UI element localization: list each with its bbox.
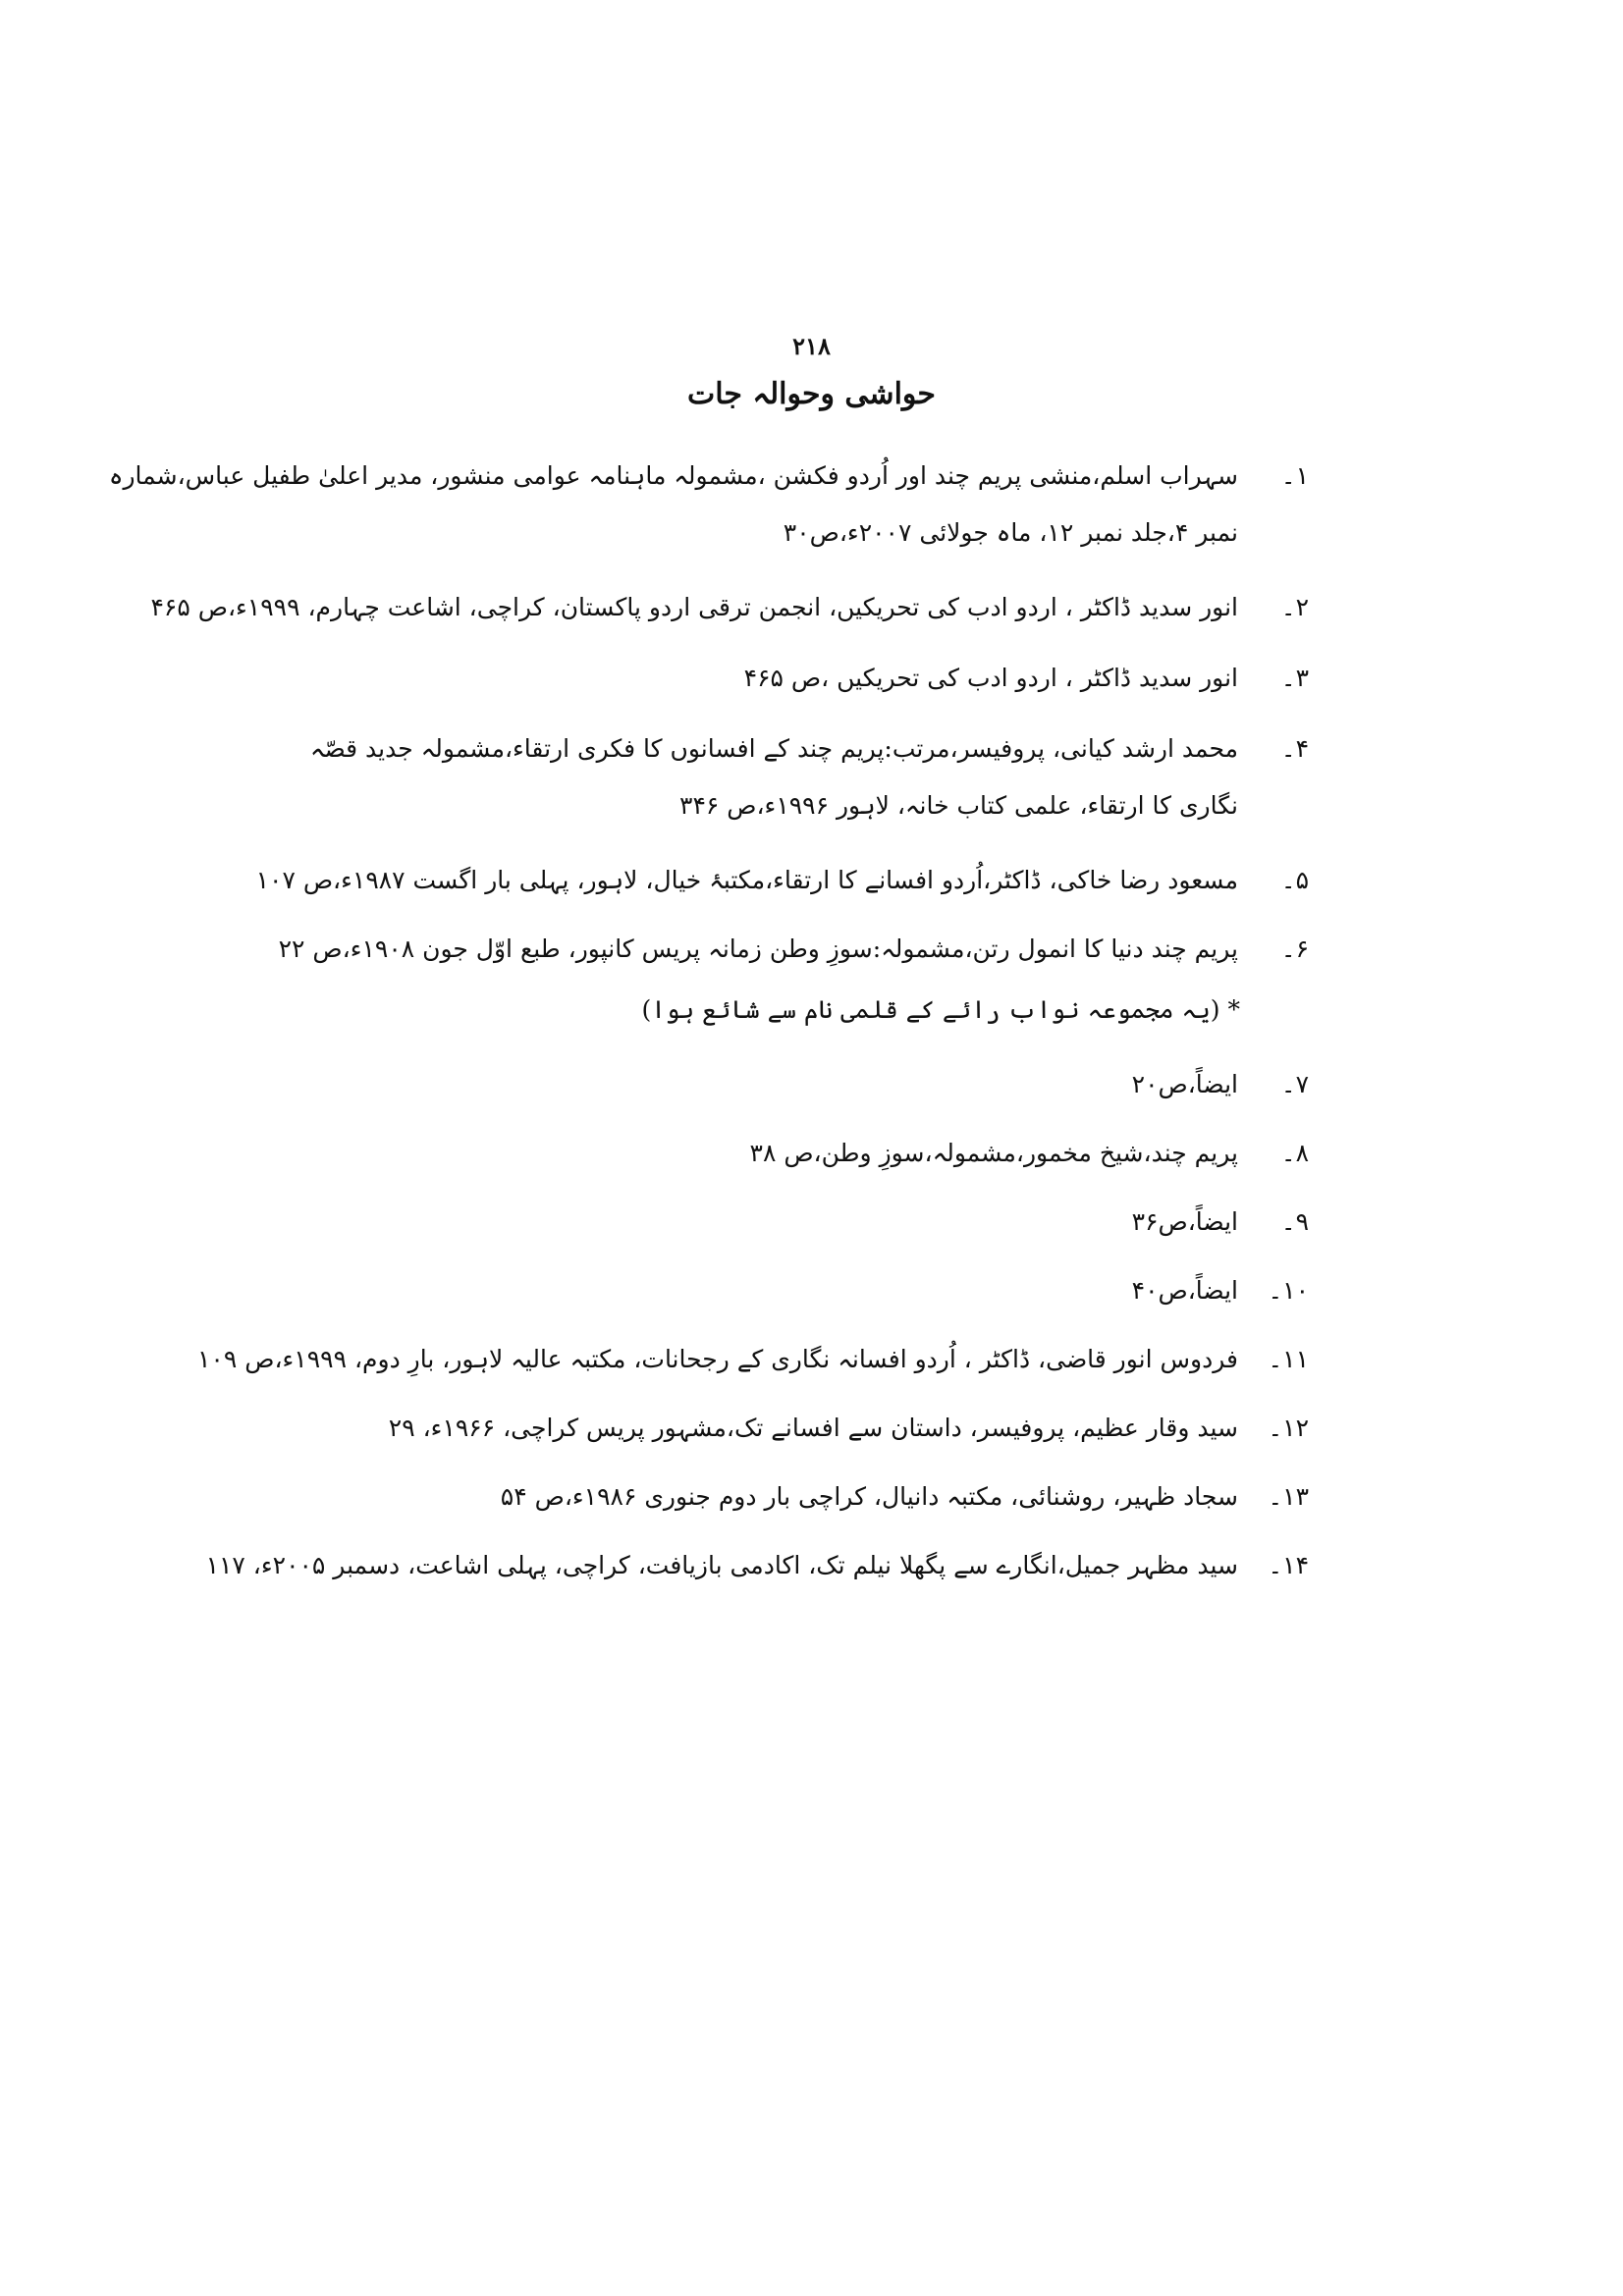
footnote-text: پریم چند،شیخ مخمور،مشمولہ،سوزِ وطن،ص ۳۸ <box>749 1139 1238 1167</box>
footnote-text: سجاد ظہیر، روشنائی، مکتبہ دانیال، کراچی بار دوم جنوری ۱۹۸۶ء،ص ۵۴ <box>500 1482 1238 1511</box>
footnote-8 <box>307 1125 1309 1182</box>
footnote-number: ۲۔ <box>1280 593 1309 621</box>
footnote-6-note: * (یہ مجموعہ نواب رائے کے قلمی نام سے شائع ہوا) <box>641 995 1240 1024</box>
footnote-number: ۶۔ <box>1280 934 1309 963</box>
footnote-number: ۸۔ <box>1280 1139 1309 1167</box>
footnote-11 <box>197 1331 1309 1388</box>
footnote-number: ۷۔ <box>1280 1070 1309 1098</box>
footnote-number: ۱۰۔ <box>1268 1276 1309 1305</box>
footnote-7 <box>307 1056 1309 1113</box>
footnote-text: محمد ارشد کیانی، پروفیسر،مرتب:پریم چند کے افسانوں کا فکری ارتقاء،مشمولہ جدید قصّہ <box>309 734 1238 763</box>
footnote-text: انور سدید ڈاکٹر ، اردو ادب کی تحریکیں ،ص ۴۶۵ <box>743 664 1238 692</box>
footnote-6 <box>278 921 1309 978</box>
footnote-text-continued: نگاری کا ارتقاء، علمی کتاب خانہ، لاہور ۱۹۹۶ء،ص ۳۴۶ <box>679 791 1238 820</box>
footnote-number: ۹۔ <box>1280 1207 1309 1236</box>
footnote-4 <box>307 721 1309 834</box>
page-title: حواشی وحوالہ جات <box>687 377 936 411</box>
footnote-text: ایضاً،ص۳۶ <box>1131 1207 1238 1236</box>
footnote-number: ۱۔ <box>1280 461 1309 490</box>
footnote-text: ایضاً،ص۲۰ <box>1131 1070 1238 1098</box>
footnote-10 <box>307 1262 1309 1319</box>
footnote-text: پریم چند دنیا کا انمول رتن،مشمولہ:سوزِ وطن زمانہ پریس کانپور، طبع اوّل جون ۱۹۰۸ء،ص ۲۲ <box>278 934 1238 963</box>
footnote-12 <box>307 1400 1309 1457</box>
footnote-text: سید وقار عظیم، پروفیسر، داستان سے افسانے تک،مشہور پریس کراچی، ۱۹۶۶ء، ۲۹ <box>388 1414 1238 1442</box>
footnote-14 <box>205 1537 1309 1594</box>
footnote-number: ۱۴۔ <box>1268 1551 1309 1579</box>
page-number: ۲۱۸ <box>792 332 831 360</box>
footnote-9 <box>307 1194 1309 1251</box>
footnote-number: ۵۔ <box>1280 866 1309 894</box>
footnote-number: ۳۔ <box>1280 664 1309 692</box>
footnote-3 <box>307 650 1309 707</box>
footnote-text: سید مظہر جمیل،انگارے سے پگھلا نیلم تک، اکادمی بازیافت، کراچی، پہلی اشاعت، دسمبر ۲۰۰۵ء، ۱۱۷ <box>205 1551 1238 1579</box>
footnote-text: فردوس انور قاضی، ڈاکٹر ، اُردو افسانہ نگاری کے رجحانات، مکتبہ عالیہ لاہور، بارِ دوم، ۱۹۹۹ء،ص ۱۰۹ <box>197 1345 1238 1373</box>
footnote-1 <box>108 448 1309 561</box>
footnote-text: ایضاً،ص۴۰ <box>1131 1276 1238 1305</box>
footnote-5 <box>255 852 1309 909</box>
footnote-number: ۴۔ <box>1280 734 1309 763</box>
footnote-text: سہراب اسلم،منشی پریم چند اور اُردو فکشن ،مشمولہ ماہنامہ عوامی منشور، مدیر اعلیٰ طفیل عباس،شمارہ <box>108 461 1238 490</box>
footnote-text: انور سدید ڈاکٹر ، اردو ادب کی تحریکیں، انجمن ترقی اردو پاکستان، کراچی، اشاعت چہارم، ۱۹۹۹ء،ص ۴۶۵ <box>150 593 1238 621</box>
footnote-text-continued: نمبر ۴،جلد نمبر ۱۲، ماہ جولائی ۲۰۰۷ء،ص۳۰ <box>783 518 1238 547</box>
footnote-13 <box>307 1468 1309 1525</box>
footnote-text: مسعود رضا خاکی، ڈاکٹر،اُردو افسانے کا ارتقاء،مکتبۂ خیال، لاہور، پہلی بار اگست ۱۹۸۷ء،ص ۱۰۷ <box>255 866 1238 894</box>
footnote-2 <box>150 579 1309 636</box>
footnote-number: ۱۱۔ <box>1268 1345 1309 1373</box>
footnote-number: ۱۲۔ <box>1268 1414 1309 1442</box>
footnote-number: ۱۳۔ <box>1268 1482 1309 1511</box>
